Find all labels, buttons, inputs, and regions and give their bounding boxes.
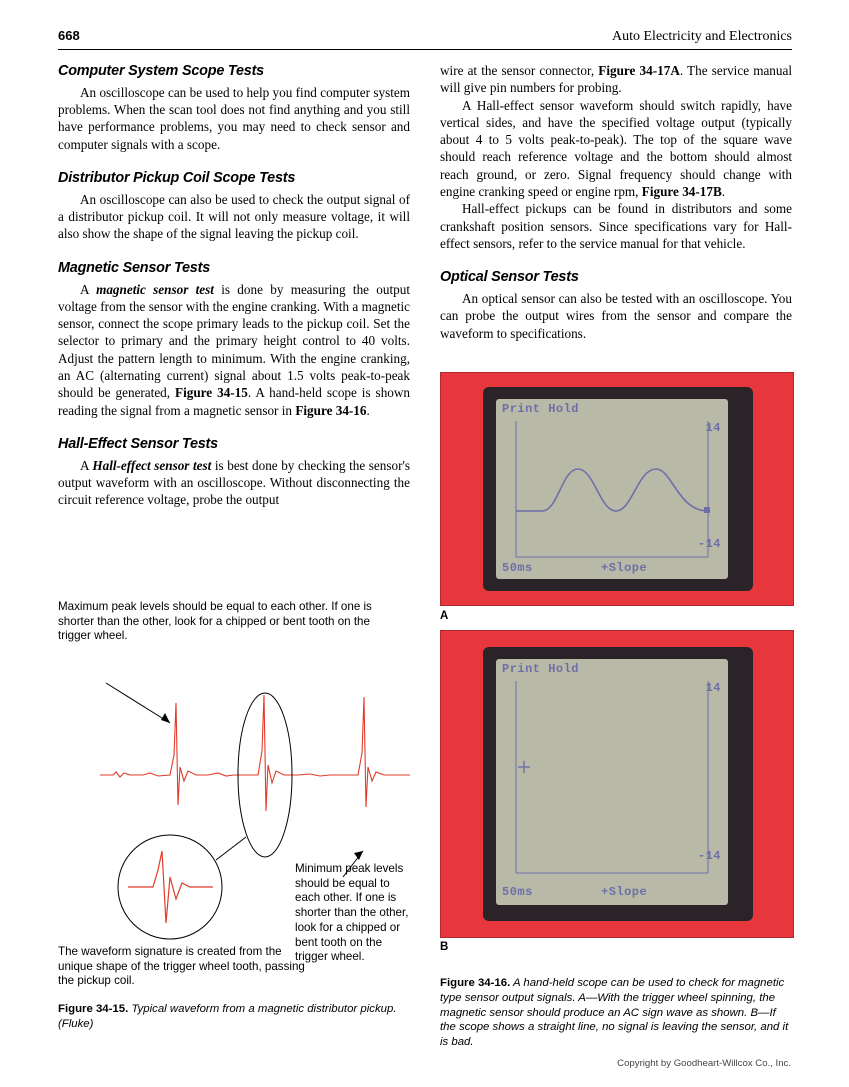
screen-b-slope: +Slope <box>601 885 648 899</box>
screen-a-timebase: 50ms <box>502 561 533 575</box>
paragraph-distributor-pickup: An oscilloscope can also be used to check the output signal of a distributor pickup coil. It will not only measure voltage, it will also show the shape of the signal leaving the pickup coil. <box>58 191 410 242</box>
page-number: 668 <box>58 28 80 43</box>
figure-34-15-caption-label: Figure 34-15. <box>58 1003 129 1015</box>
heading-distributor-pickup-coil-scope-tests: Distributor Pickup Coil Scope Tests <box>58 169 296 186</box>
screen-a-scale-top: 14 <box>705 421 721 435</box>
screen-b-scale-top: 14 <box>705 681 721 695</box>
paragraph-right-3: Hall-effect pickups can be found in distributors and some crankshaft position sensors. Since specifications vary for Hall-effect sensors, refer to the service manual for that vehicle. <box>440 201 792 251</box>
waveform-trace <box>100 695 410 811</box>
figure-34-15-caption <box>58 1002 418 1032</box>
screen-b-timebase: 50ms <box>502 885 533 899</box>
heading-computer-system-scope-tests: Computer System Scope Tests <box>58 63 264 79</box>
screen-a-print-hold-label: Print Hold <box>502 402 580 416</box>
book-title: Auto Electricity and Electronics <box>612 29 792 44</box>
figure-34-16-caption-label: Figure 34-16. <box>440 977 511 989</box>
magnifier-leader <box>216 837 246 860</box>
figure-34-16-letter-b: B <box>440 941 449 953</box>
figure-34-15-note-top: Maximum peak levels should be equal to each other. If one is shorter than the other, look for a chipped or bent tooth on the trigger wheel. <box>58 600 372 643</box>
left-column <box>58 62 410 509</box>
scope-screen-b <box>496 659 728 905</box>
screen-b-print-hold-label: Print Hold <box>502 662 580 676</box>
note-top-arrowhead <box>161 713 170 723</box>
figure-34-16-photo-a <box>440 372 794 606</box>
figure-34-15-note-right: Minimum peak levels should be equal to each other. If one is shorter than the other, look for a chipped or bent tooth on the trigger wheel. <box>295 862 409 964</box>
paragraph-hall-effect: A Hall-effect sensor test is best done by checking the sensor's output waveform with an oscilloscope. Without disconnecting the circuit reference voltage, probe the output <box>58 457 410 508</box>
magnified-waveform <box>128 851 213 923</box>
screen-a-graph <box>496 399 728 579</box>
figure-34-15-caption-text: Typical waveform from a magnetic distributor pickup. (Fluke) <box>58 1003 397 1030</box>
figure-34-16-photo-b <box>440 630 794 938</box>
heading-magnetic-sensor-tests: Magnetic Sensor Tests <box>58 259 211 276</box>
scope-screen-a <box>496 399 728 579</box>
figure-34-15-note-bottom: The waveform signature is created from the unique shape of the trigger wheel tooth, passing the pickup coil. <box>58 945 305 988</box>
paragraph-computer-system: An oscilloscope can be used to help you find computer system problems. When the scan tool does not find anything and you still have performance problems, you may need to check sensor and computer signals with a scope. <box>58 84 410 152</box>
copyright-notice: Copyright by Goodheart-Willcox Co., Inc. <box>617 1058 791 1069</box>
figure-34-16-caption-text: A hand-held scope can be used to check for magnetic type sensor output signals. A—With the trigger wheel spinning, the magnetic sensor should produce an AC sign wave as shown. B—If the scope shows a straight line, no signal is leaving the sensor, and it is bad. <box>440 977 789 1049</box>
figure-34-16-caption <box>440 976 792 1050</box>
page-header <box>58 28 792 45</box>
heading-hall-effect-sensor-tests: Hall-Effect Sensor Tests <box>58 435 218 452</box>
note-top-arrow <box>106 683 170 723</box>
screen-b-scale-bottom: -14 <box>697 849 721 863</box>
paragraph-magnetic-sensor: A magnetic sensor test is done by measuring the output voltage from the sensor with the engine cranking. With a magnetic sensor, connect the scope primary leads to the pickup coil. Set the selector to primary and the primary height control to 40 volts. Adjust the pattern length to minimum. With the engine cranking, an AC (alternating current) signal about 1.5 volts peak-to-peak should be generated, Figure 34-15. A hand-held scope is shown reading the signal from a magnetic sensor in Figure 34-16. <box>58 281 410 418</box>
screen-b-graph <box>496 659 728 905</box>
header-rule <box>58 49 792 50</box>
note-right-arrowhead <box>354 851 363 860</box>
paragraph-right-1: wire at the sensor connector, Figure 34-17A. The service manual will give pin numbers for probing. <box>440 63 793 96</box>
paragraph-right-2: A Hall-effect sensor waveform should switch rapidly, have vertical sides, and have the specified voltage output (typically about 4 to 5 volts peak-to-peak). The top of the square wave should reach reference voltage and the bottom should almost reach ground, or zero. Signal frequency should change with engine cranking speed or engine rpm, Figure 34-17B. <box>440 97 792 199</box>
screen-a-slope: +Slope <box>601 561 648 575</box>
right-column <box>440 62 792 342</box>
paragraph-optical-sensor: An optical sensor can also be tested with an oscilloscope. You can probe the output wires from the sensor and compare the waveform to specifications. <box>440 290 792 341</box>
heading-optical-sensor-tests: Optical Sensor Tests <box>440 269 579 286</box>
figure-34-16-letter-a: A <box>440 610 449 622</box>
screen-a-scale-bottom: -14 <box>697 537 721 551</box>
